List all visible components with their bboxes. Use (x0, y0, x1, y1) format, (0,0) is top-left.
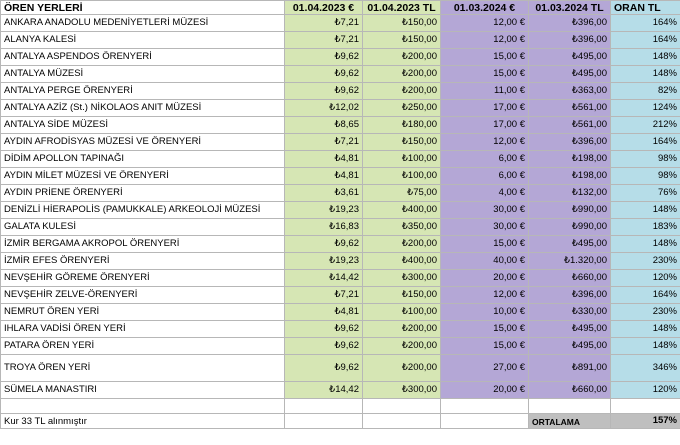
empty-cell[interactable] (1, 399, 285, 414)
tl-2024-cell[interactable]: ₺198,00 (529, 151, 611, 168)
eur-2024-cell[interactable]: 11,00 € (441, 83, 529, 100)
eur-2023-cell[interactable]: ₺19,23 (285, 253, 363, 270)
average-value[interactable]: 157% (611, 414, 680, 429)
table-row (1, 185, 680, 202)
tl-2024-cell[interactable]: ₺132,00 (529, 185, 611, 202)
oran-cell[interactable]: 120% (611, 270, 680, 287)
tl-2024-cell[interactable]: ₺495,00 (529, 236, 611, 253)
eur-2023-cell[interactable]: ₺16,83 (285, 219, 363, 236)
header-tl-2023[interactable]: 01.04.2023 TL (363, 1, 441, 15)
tl-2023-cell[interactable]: ₺100,00 (363, 304, 441, 321)
site-name-cell[interactable]: NEVŞEHİR GÖREME ÖRENYERİ (1, 270, 285, 287)
oran-cell[interactable]: 82% (611, 83, 680, 100)
table-row (1, 287, 680, 304)
eur-2023-cell[interactable]: ₺14,42 (285, 382, 363, 399)
eur-2024-cell[interactable]: 15,00 € (441, 338, 529, 355)
oran-cell[interactable]: 164% (611, 287, 680, 304)
empty-cell[interactable] (285, 399, 363, 414)
eur-2024-cell[interactable]: 20,00 € (441, 382, 529, 399)
tl-2023-cell[interactable]: ₺400,00 (363, 253, 441, 270)
site-name-cell[interactable]: ALANYA KALESİ (1, 32, 285, 49)
tl-2024-cell[interactable]: ₺396,00 (529, 32, 611, 49)
tl-2023-cell[interactable]: ₺400,00 (363, 202, 441, 219)
site-name-cell[interactable]: NEVŞEHİR ZELVE-ÖRENYERİ (1, 287, 285, 304)
site-name-cell[interactable]: ANTALYA AZİZ (St.) NİKOLAOS ANIT MÜZESİ (1, 100, 285, 117)
oran-cell[interactable]: 164% (611, 15, 680, 32)
table-row (1, 100, 680, 117)
oran-cell[interactable]: 98% (611, 168, 680, 185)
site-name-cell[interactable]: DENİZLİ HİERAPOLİS (PAMUKKALE) ARKEOLOJİ MÜZESİ (1, 202, 285, 219)
header-oran-tl[interactable]: ORAN TL (611, 1, 680, 15)
tl-2024-cell[interactable]: ₺396,00 (529, 134, 611, 151)
eur-2024-cell[interactable]: 30,00 € (441, 202, 529, 219)
tl-2023-cell[interactable]: ₺200,00 (363, 236, 441, 253)
site-name-cell[interactable]: ANTALYA MÜZESİ (1, 66, 285, 83)
eur-2024-cell[interactable]: 30,00 € (441, 219, 529, 236)
tl-2023-cell[interactable]: ₺200,00 (363, 49, 441, 66)
site-name-cell[interactable]: İZMİR BERGAMA AKROPOL ÖRENYERİ (1, 236, 285, 253)
tl-2023-cell[interactable]: ₺350,00 (363, 219, 441, 236)
tl-2023-cell[interactable]: ₺200,00 (363, 321, 441, 338)
tl-2023-cell[interactable]: ₺200,00 (363, 66, 441, 83)
table-row (1, 15, 680, 32)
empty-row (1, 399, 680, 414)
site-name-cell[interactable]: DİDİM APOLLON TAPINAĞI (1, 151, 285, 168)
site-name-cell[interactable]: AYDIN AFRODİSYAS MÜZESİ VE ÖRENYERİ (1, 134, 285, 151)
empty-cell[interactable] (285, 414, 363, 429)
tl-2024-cell[interactable]: ₺561,00 (529, 117, 611, 134)
empty-cell[interactable] (441, 414, 529, 429)
eur-2024-cell[interactable]: 4,00 € (441, 185, 529, 202)
table-row (1, 270, 680, 287)
oran-cell[interactable]: 183% (611, 219, 680, 236)
empty-cell[interactable] (441, 399, 529, 414)
tl-2024-cell[interactable]: ₺396,00 (529, 15, 611, 32)
oran-cell[interactable]: 76% (611, 185, 680, 202)
eur-2024-cell[interactable]: 6,00 € (441, 151, 529, 168)
site-name-cell[interactable]: AYDIN MİLET MÜZESİ VE ÖRENYERİ (1, 168, 285, 185)
site-name-cell[interactable]: AYDIN PRİENE ÖRENYERİ (1, 185, 285, 202)
eur-2023-cell[interactable]: ₺4,81 (285, 168, 363, 185)
table-row (1, 304, 680, 321)
oran-cell[interactable]: 98% (611, 151, 680, 168)
site-name-cell[interactable]: ANTALYA ASPENDOS ÖRENYERİ (1, 49, 285, 66)
tl-2023-cell[interactable]: ₺150,00 (363, 15, 441, 32)
header-oren-yerleri[interactable]: ÖREN YERLERİ (1, 1, 285, 15)
eur-2024-cell[interactable]: 12,00 € (441, 287, 529, 304)
oran-cell[interactable]: 148% (611, 66, 680, 83)
tl-2023-cell[interactable]: ₺150,00 (363, 287, 441, 304)
site-name-cell[interactable]: PATARA ÖREN YERİ (1, 338, 285, 355)
site-name-cell[interactable]: IHLARA VADİSİ ÖREN YERİ (1, 321, 285, 338)
oran-cell[interactable]: 148% (611, 202, 680, 219)
site-name-cell[interactable]: İZMİR EFES ÖRENYERİ (1, 253, 285, 270)
eur-2024-cell[interactable]: 10,00 € (441, 304, 529, 321)
tl-2024-cell[interactable]: ₺891,00 (529, 355, 611, 382)
tl-2023-cell[interactable]: ₺100,00 (363, 168, 441, 185)
table-row (1, 83, 680, 100)
site-name-cell[interactable]: ANKARA ANADOLU MEDENİYETLERİ MÜZESİ (1, 15, 285, 32)
eur-2024-cell[interactable]: 17,00 € (441, 117, 529, 134)
tl-2023-cell[interactable]: ₺100,00 (363, 151, 441, 168)
eur-2024-cell[interactable]: 12,00 € (441, 15, 529, 32)
eur-2024-cell[interactable]: 17,00 € (441, 100, 529, 117)
eur-2024-cell[interactable]: 40,00 € (441, 253, 529, 270)
table-row (1, 253, 680, 270)
table-row (1, 355, 680, 382)
eur-2024-cell[interactable]: 6,00 € (441, 168, 529, 185)
table-row (1, 32, 680, 49)
table-row (1, 338, 680, 355)
tl-2023-cell[interactable]: ₺300,00 (363, 382, 441, 399)
oran-cell[interactable]: 346% (611, 355, 680, 382)
site-name-cell[interactable]: SÜMELA MANASTIRI (1, 382, 285, 399)
tl-2024-cell[interactable]: ₺495,00 (529, 66, 611, 83)
table-row (1, 321, 680, 338)
eur-2023-cell[interactable]: ₺9,62 (285, 236, 363, 253)
tl-2023-cell[interactable]: ₺250,00 (363, 100, 441, 117)
eur-2024-cell[interactable]: 20,00 € (441, 270, 529, 287)
table-row (1, 168, 680, 185)
empty-cell[interactable] (363, 399, 441, 414)
site-name-cell[interactable]: ANTALYA SİDE MÜZESİ (1, 117, 285, 134)
tl-2023-cell[interactable]: ₺150,00 (363, 32, 441, 49)
eur-2024-cell[interactable]: 12,00 € (441, 134, 529, 151)
tl-2024-cell[interactable]: ₺495,00 (529, 49, 611, 66)
oran-cell[interactable]: 120% (611, 382, 680, 399)
tl-2023-cell[interactable]: ₺200,00 (363, 338, 441, 355)
eur-2024-cell[interactable]: 15,00 € (441, 321, 529, 338)
tl-2024-cell[interactable]: ₺330,00 (529, 304, 611, 321)
eur-2023-cell[interactable]: ₺4,81 (285, 151, 363, 168)
average-label[interactable]: ORTALAMA (529, 414, 611, 429)
eur-2023-cell[interactable]: ₺3,61 (285, 185, 363, 202)
oran-cell[interactable]: 164% (611, 32, 680, 49)
tl-2024-cell[interactable]: ₺495,00 (529, 338, 611, 355)
tl-2023-cell[interactable]: ₺75,00 (363, 185, 441, 202)
oran-cell[interactable]: 230% (611, 304, 680, 321)
eur-2023-cell[interactable]: ₺19,23 (285, 202, 363, 219)
header-row (1, 1, 680, 15)
eur-2023-cell[interactable]: ₺7,21 (285, 32, 363, 49)
table-row (1, 117, 680, 134)
table-row (1, 151, 680, 168)
tl-2024-cell[interactable]: ₺561,00 (529, 100, 611, 117)
table-row (1, 236, 680, 253)
tl-2024-cell[interactable]: ₺660,00 (529, 382, 611, 399)
tl-2024-cell[interactable]: ₺660,00 (529, 270, 611, 287)
eur-2024-cell[interactable]: 27,00 € (441, 355, 529, 382)
tl-2024-cell[interactable]: ₺990,00 (529, 219, 611, 236)
header-eur-2023[interactable]: 01.04.2023 € (285, 1, 363, 15)
table-row (1, 202, 680, 219)
table-row (1, 382, 680, 399)
eur-2023-cell[interactable]: ₺4,81 (285, 304, 363, 321)
eur-2024-cell[interactable]: 15,00 € (441, 49, 529, 66)
empty-cell[interactable] (363, 414, 441, 429)
oran-cell[interactable]: 212% (611, 117, 680, 134)
oran-cell[interactable]: 148% (611, 321, 680, 338)
site-name-cell[interactable]: NEMRUT ÖREN YERİ (1, 304, 285, 321)
eur-2023-cell[interactable]: ₺9,62 (285, 66, 363, 83)
footer-row (1, 414, 680, 429)
oran-cell[interactable]: 124% (611, 100, 680, 117)
tl-2023-cell[interactable]: ₺150,00 (363, 134, 441, 151)
tl-2024-cell[interactable]: ₺198,00 (529, 168, 611, 185)
eur-2023-cell[interactable]: ₺8,65 (285, 117, 363, 134)
tl-2024-cell[interactable]: ₺990,00 (529, 202, 611, 219)
exchange-rate-note[interactable]: Kur 33 TL alınmıştır (1, 414, 285, 429)
empty-cell[interactable] (529, 399, 611, 414)
eur-2024-cell[interactable]: 12,00 € (441, 32, 529, 49)
tl-2023-cell[interactable]: ₺200,00 (363, 355, 441, 382)
tl-2024-cell[interactable]: ₺396,00 (529, 287, 611, 304)
site-name-cell[interactable]: ANTALYA PERGE ÖRENYERİ (1, 83, 285, 100)
eur-2023-cell[interactable]: ₺14,42 (285, 270, 363, 287)
eur-2023-cell[interactable]: ₺7,21 (285, 287, 363, 304)
eur-2024-cell[interactable]: 15,00 € (441, 236, 529, 253)
tl-2024-cell[interactable]: ₺363,00 (529, 83, 611, 100)
site-name-cell[interactable]: TROYA ÖREN YERİ (1, 355, 285, 382)
eur-2023-cell[interactable]: ₺9,62 (285, 355, 363, 382)
oran-cell[interactable]: 230% (611, 253, 680, 270)
eur-2023-cell[interactable]: ₺12,02 (285, 100, 363, 117)
table-row (1, 219, 680, 236)
eur-2023-cell[interactable]: ₺9,62 (285, 338, 363, 355)
table-row (1, 66, 680, 83)
oran-cell[interactable]: 164% (611, 134, 680, 151)
site-name-cell[interactable]: GALATA KULESİ (1, 219, 285, 236)
eur-2023-cell[interactable]: ₺7,21 (285, 134, 363, 151)
header-eur-2024[interactable]: 01.03.2024 € (441, 1, 529, 15)
tl-2024-cell[interactable]: ₺1.320,00 (529, 253, 611, 270)
empty-cell[interactable] (611, 399, 680, 414)
table-row (1, 49, 680, 66)
eur-2023-cell[interactable]: ₺9,62 (285, 321, 363, 338)
tl-2023-cell[interactable]: ₺180,00 (363, 117, 441, 134)
oran-cell[interactable]: 148% (611, 338, 680, 355)
tl-2024-cell[interactable]: ₺495,00 (529, 321, 611, 338)
eur-2024-cell[interactable]: 15,00 € (441, 66, 529, 83)
tl-2023-cell[interactable]: ₺300,00 (363, 270, 441, 287)
eur-2023-cell[interactable]: ₺7,21 (285, 15, 363, 32)
header-tl-2024[interactable]: 01.03.2024 TL (529, 1, 611, 15)
eur-2023-cell[interactable]: ₺9,62 (285, 83, 363, 100)
tl-2023-cell[interactable]: ₺200,00 (363, 83, 441, 100)
oran-cell[interactable]: 148% (611, 49, 680, 66)
eur-2023-cell[interactable]: ₺9,62 (285, 49, 363, 66)
oran-cell[interactable]: 148% (611, 236, 680, 253)
table-row (1, 134, 680, 151)
